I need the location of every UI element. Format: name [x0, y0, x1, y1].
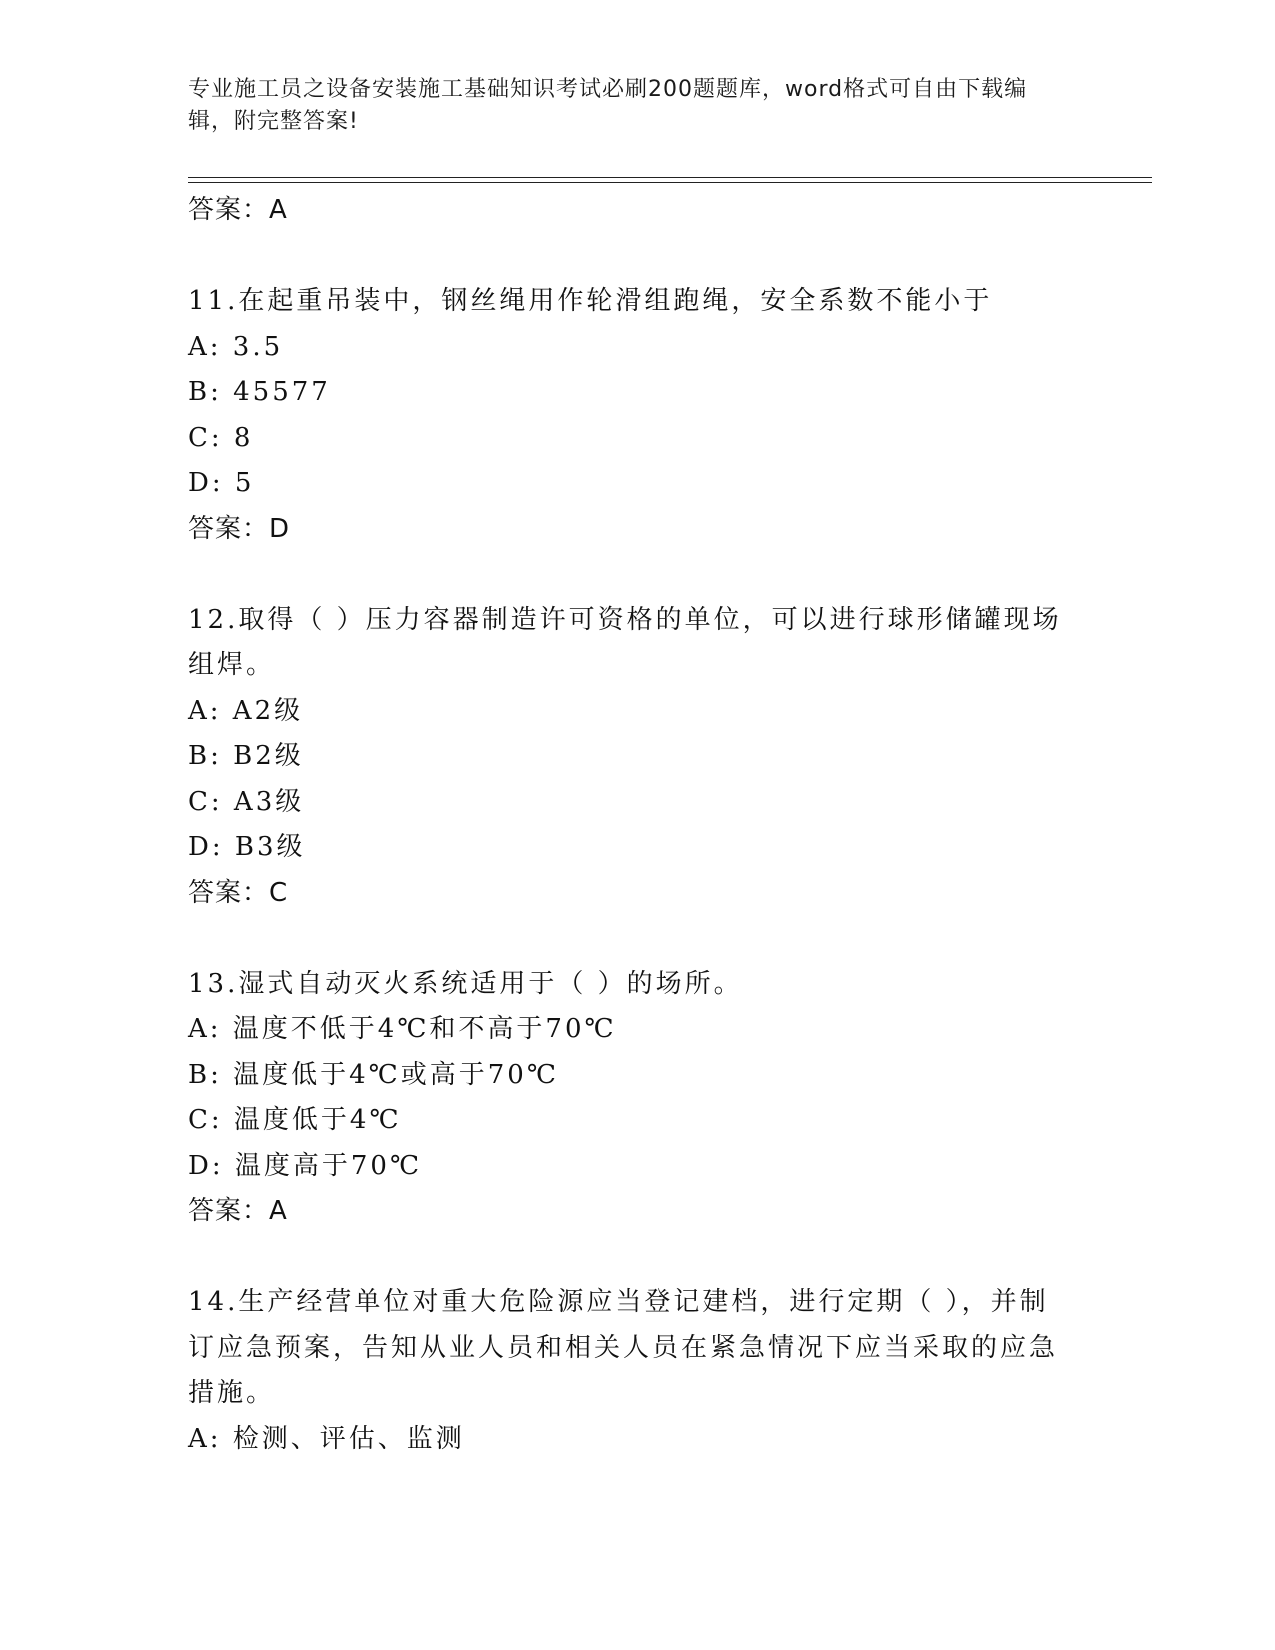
option-a: A: 检测、评估、监测	[188, 1423, 465, 1454]
option-c: C: A3级	[188, 786, 305, 817]
question-text: 14.生产经营单位对重大危险源应当登记建档，进行定期（ ），并制订应急预案，告知从业人员和相关人员在紧急情况下应当采取的应急措施。	[188, 1287, 1059, 1408]
spacer	[188, 552, 1088, 598]
spacer	[188, 234, 1088, 280]
option-b: B: 温度低于4℃或高于70℃	[188, 1059, 559, 1090]
question-content	[188, 188, 1088, 1462]
option-d: D: 5	[188, 468, 255, 498]
question-block-13	[188, 962, 1088, 1235]
question-block-14	[188, 1280, 1088, 1462]
option-a: A: 3.5	[188, 331, 284, 362]
header-divider-top	[188, 177, 1152, 178]
document-header: 专业施工员之设备安装施工基础知识考试必刷200题题库，word格式可自由下载编辑，附完整答案!	[188, 77, 1028, 134]
question-text: 11.在起重吊装中，钢丝绳用作轮滑组跑绳，安全系数不能小于	[188, 286, 993, 316]
spacer	[188, 916, 1088, 962]
option-a: A: 温度不低于4℃和不高于70℃	[188, 1014, 617, 1044]
answer-line: 答案：A	[188, 1196, 288, 1226]
answer-line: 答案：D	[188, 513, 291, 544]
answer-line: 答案：A	[188, 195, 288, 225]
option-d: D: B3级	[188, 832, 306, 862]
option-c: C: 8	[188, 422, 254, 453]
question-block-11	[188, 279, 1088, 552]
option-a: A: A2级	[188, 695, 304, 726]
question-text: 13.湿式自动灭火系统适用于（ ）的场所。	[188, 968, 743, 999]
option-b: B: B2级	[188, 741, 304, 771]
option-c: C: 温度低于4℃	[188, 1105, 402, 1135]
header-divider-bottom	[188, 182, 1152, 183]
question-block-12	[188, 598, 1088, 917]
option-b: B: 45577	[188, 377, 331, 407]
answer-line: 答案：C	[188, 877, 289, 908]
question-text: 12.取得（ ）压力容器制造许可资格的单位，可以进行球形储罐现场组焊。	[188, 604, 1062, 680]
spacer	[188, 1235, 1088, 1281]
option-d: D: 温度高于70℃	[188, 1150, 423, 1181]
